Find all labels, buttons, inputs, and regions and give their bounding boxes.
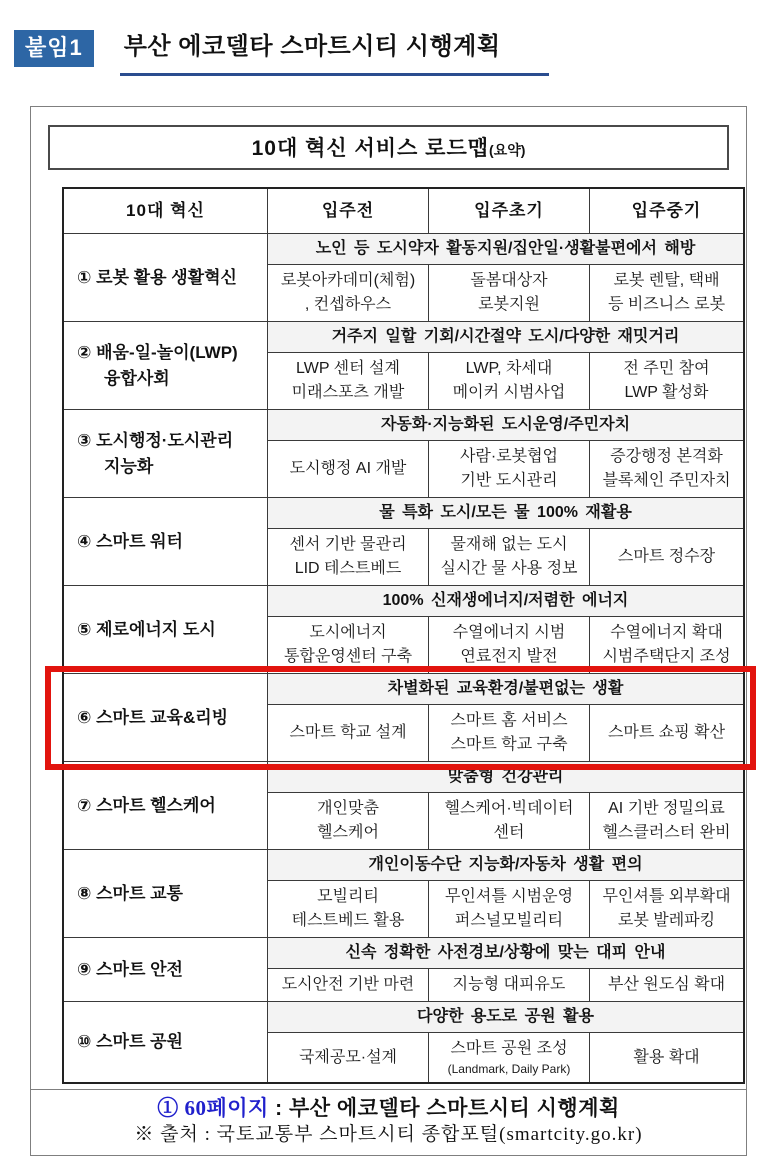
column-header-pre-movein: 입주전 (268, 189, 429, 233)
row-category (64, 1002, 268, 1082)
cell-line: 무인셔틀 시범운영 (444, 888, 574, 905)
row-category (64, 938, 268, 1001)
cell-line: 도시에너지 (309, 624, 387, 641)
table-row (64, 762, 743, 850)
roadmap-table (62, 187, 745, 1084)
column-header-innovation: 10대 혁신 (64, 189, 268, 233)
row-phases (268, 586, 743, 673)
cell-pre-movein (268, 1033, 429, 1082)
cell-line: 사람·로봇협업 (459, 448, 559, 465)
cell-line: 스마트 공원 조성 (450, 1040, 568, 1057)
row-goal-band: 신속 정확한 사전경보/상황에 맞는 대피 안내 (268, 938, 743, 969)
row-category (64, 762, 268, 849)
cell-line: 돌봄대상자 (470, 272, 548, 289)
cell-line: 센서 기반 물관리 (289, 536, 407, 553)
row-category (64, 498, 268, 585)
cell-line: 통합운영센터 구축 (283, 648, 413, 665)
cell-line: 국제공모·설계 (298, 1048, 398, 1066)
cell-line: 헬스케어 (317, 824, 379, 841)
cell-line: LID 테스트베드 (294, 560, 402, 577)
cell-line: 로봇 렌탈, 택배 (613, 272, 720, 289)
cell-line: 도시안전 기반 마련 (281, 976, 415, 993)
cell-line: 무인셔틀 외부확대 (602, 888, 731, 905)
row-category (64, 410, 268, 497)
cell-mid-movein (590, 265, 743, 321)
row-category-line: ⑦ 스마트 헬스케어 (77, 795, 216, 815)
row-category (64, 234, 268, 321)
cell-mid-movein (590, 529, 743, 585)
table-row (64, 1002, 743, 1082)
row-goal-band: 다양한 용도로 공원 활용 (268, 1002, 743, 1033)
cell-line: 시범주택단지 조성 (602, 648, 731, 665)
cell-mid-movein (590, 441, 743, 497)
row-category-line: ⑨ 스마트 안전 (77, 959, 183, 979)
cell-pre-movein (268, 265, 429, 321)
table-body (64, 234, 743, 1082)
document-frame (30, 106, 747, 1156)
cell-mid-movein (590, 793, 743, 849)
cell-pre-movein (268, 441, 429, 497)
row-category-line: 지능화 (104, 456, 154, 476)
cell-line: 연료전지 발전 (460, 648, 558, 665)
cell-line: 모빌리티 (317, 888, 379, 905)
cell-line: 로봇 발레파킹 (617, 912, 716, 929)
row-phases (268, 410, 743, 497)
row-detail-cells (268, 441, 743, 497)
cell-line: 증강행정 본격화 (610, 448, 723, 465)
cell-line: 수열에너지 시범 (452, 624, 566, 641)
page-header (14, 30, 780, 76)
footer-caption (31, 1095, 746, 1122)
table-row (64, 322, 743, 410)
cell-line: 도시행정 AI 개발 (289, 460, 407, 477)
cell-mid-movein (590, 881, 743, 937)
row-category-line: ⑥ 스마트 교육&리빙 (77, 707, 229, 727)
table-row (64, 674, 743, 762)
cell-line: LWP 센터 설계 (296, 360, 400, 377)
cell-line: 스마트 홈 서비스 (450, 712, 568, 729)
cell-line: 기반 도시관리 (460, 472, 558, 489)
cell-pre-movein (268, 969, 429, 1001)
table-row (64, 234, 743, 322)
cell-early-movein (429, 265, 590, 321)
table-row (64, 498, 743, 586)
cell-early-movein (429, 705, 590, 761)
row-goal-band: 개인이동수단 지능화/자동차 생활 편의 (268, 850, 743, 881)
cell-line: 스마트 정수장 (617, 548, 716, 565)
row-goal-band: 자동화·지능화된 도시운영/주민자치 (268, 410, 743, 441)
row-detail-cells (268, 969, 743, 1001)
row-goal-band: 차별화된 교육환경/불편없는 생활 (268, 674, 743, 705)
row-phases (268, 938, 743, 1001)
cell-mid-movein (590, 1033, 743, 1082)
row-detail-cells (268, 705, 743, 761)
row-category (64, 586, 268, 673)
cell-early-movein (429, 529, 590, 585)
row-category-line: ② 배움-일-놀이(LWP) (77, 342, 238, 362)
table-header-row (64, 189, 743, 234)
row-category-line: ⑩ 스마트 공원 (77, 1032, 183, 1051)
cell-line: 스마트 학교 설계 (289, 724, 407, 741)
row-category-line: ③ 도시행정·도시관리 (77, 430, 234, 450)
cell-mid-movein (590, 969, 743, 1001)
cell-line: 부산 원도심 확대 (607, 976, 726, 993)
row-phases (268, 674, 743, 761)
cell-pre-movein (268, 881, 429, 937)
table-row (64, 938, 743, 1002)
cell-line: 지능형 대피유도 (452, 976, 566, 993)
cell-line: 전 주민 참여 (623, 360, 710, 377)
cell-early-movein (429, 353, 590, 409)
column-header-mid-movein: 입주중기 (631, 201, 702, 220)
cell-pre-movein (268, 793, 429, 849)
cell-mid-movein (590, 617, 743, 673)
table-title-suffix: (요약) (489, 142, 526, 158)
footer-title: 부산 에코델타 스마트시티 시행계획 (288, 1097, 620, 1120)
table-title-box (48, 125, 729, 170)
column-header-early-movein: 입주초기 (429, 189, 590, 233)
row-detail-cells (268, 265, 743, 321)
cell-early-movein (429, 969, 590, 1001)
table-row (64, 410, 743, 498)
row-goal-band: 물 특화 도시/모든 물 100% 재활용 (268, 498, 743, 529)
footer-source: ※ 출처 : 국토교통부 스마트시티 종합포털(smartcity.go.kr) (134, 1124, 643, 1145)
cell-pre-movein (268, 353, 429, 409)
cell-line: 수열에너지 확대 (610, 624, 723, 641)
row-detail-cells (268, 1033, 743, 1082)
row-phases (268, 234, 743, 321)
document-footer (31, 1089, 746, 1155)
row-category-line: ④ 스마트 워터 (77, 531, 183, 551)
cell-line: 물재해 없는 도시 (450, 536, 568, 553)
row-phases (268, 322, 743, 409)
row-category-line: 융합사회 (104, 368, 170, 388)
cell-line: , 컨셉하우스 (304, 296, 392, 313)
row-phases (268, 762, 743, 849)
cell-early-movein (429, 1033, 590, 1082)
row-phases (268, 850, 743, 937)
cell-line: 실시간 물 사용 정보 (440, 560, 578, 577)
cell-line: 등 비즈니스 로봇 (607, 296, 726, 313)
footer-separator: : (268, 1097, 289, 1120)
cell-pre-movein (268, 529, 429, 585)
attachment-badge: 붙임1 (14, 30, 94, 67)
row-detail-cells (268, 353, 743, 409)
cell-line: 센터 (493, 824, 525, 841)
cell-line: 헬스클러스터 완비 (602, 824, 731, 841)
cell-line: 블록체인 주민자치 (602, 472, 731, 489)
row-detail-cells (268, 529, 743, 585)
row-phases (268, 498, 743, 585)
row-goal-band: 거주지 일할 기회/시간절약 도시/다양한 재밋거리 (268, 322, 743, 353)
row-category (64, 850, 268, 937)
row-detail-cells (268, 793, 743, 849)
cell-line: 로봇아카데미(체험) (280, 272, 416, 289)
cell-line: 미래스포츠 개발 (291, 384, 405, 401)
row-detail-cells (268, 617, 743, 673)
cell-line: 개인맞춤 (317, 800, 379, 817)
cell-line: 스마트 학교 구축 (450, 736, 568, 753)
cell-line: LWP, 차세대 (465, 360, 553, 377)
footer-page-ref: ① 60페이지 (157, 1096, 269, 1120)
cell-pre-movein (268, 617, 429, 673)
table-title: 10대 혁신 서비스 로드맵 (251, 137, 490, 160)
cell-early-movein (429, 881, 590, 937)
table-row (64, 586, 743, 674)
cell-line: 테스트베드 활용 (291, 912, 405, 929)
cell-line: AI 기반 정밀의료 (608, 800, 725, 817)
row-goal-band: 맞춤형 건강관리 (268, 762, 743, 793)
cell-mid-movein (590, 705, 743, 761)
cell-pre-movein (268, 705, 429, 761)
row-category-line: ⑤ 제로에너지 도시 (77, 619, 216, 639)
cell-early-movein (429, 617, 590, 673)
row-detail-cells (268, 881, 743, 937)
cell-line: 퍼스널모빌리티 (454, 912, 564, 929)
cell-line: 헬스케어·빅데이터 (444, 800, 574, 817)
cell-early-movein (429, 441, 590, 497)
row-goal-band: 100% 신재생에너지/저렴한 에너지 (268, 586, 743, 617)
table-row (64, 850, 743, 938)
cell-early-movein (429, 793, 590, 849)
cell-line: 스마트 쇼핑 확산 (607, 724, 726, 741)
cell-line: LWP 활성화 (624, 384, 709, 401)
cell-line: 활용 확대 (633, 1048, 700, 1066)
row-category-line: ⑧ 스마트 교통 (77, 883, 183, 903)
cell-line: (Landmark, Daily Park) (447, 1062, 571, 1076)
row-category (64, 674, 268, 761)
row-category (64, 322, 268, 409)
cell-mid-movein (590, 353, 743, 409)
cell-line: 로봇지원 (478, 296, 540, 313)
row-goal-band: 노인 등 도시약자 활동지원/집안일·생활불편에서 해방 (268, 234, 743, 265)
row-category-line: ① 로봇 활용 생활혁신 (77, 267, 237, 287)
cell-line: 메이커 시범사업 (452, 384, 566, 401)
row-phases (268, 1002, 743, 1082)
page-title: 부산 에코델타 스마트시티 시행계획 (120, 32, 549, 76)
